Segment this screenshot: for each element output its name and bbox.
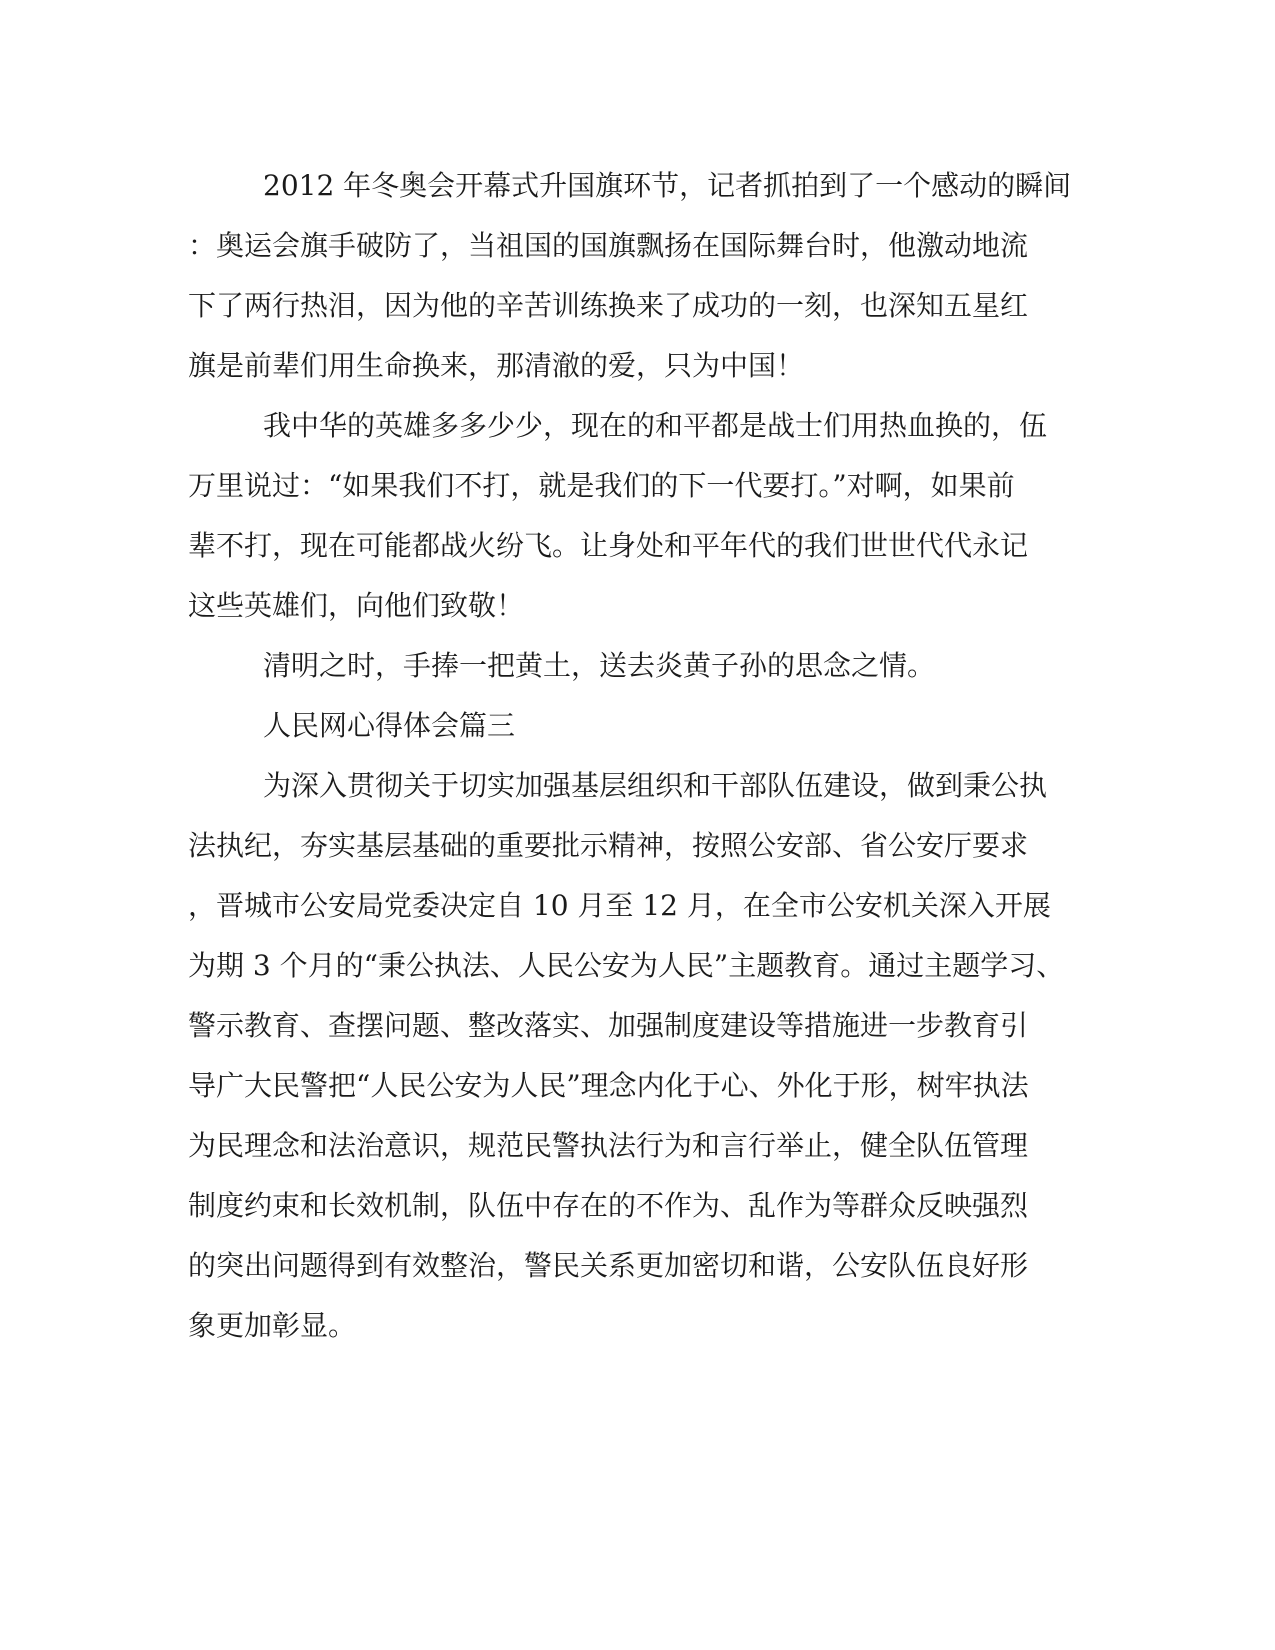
text-line: ：奥运会旗手破防了，当祖国的国旗飘扬在国际舞台时，他激动地流 [188, 229, 1029, 262]
text-line: 我中华的英雄多多少少，现在的和平都是战士们用热血换的，伍 [263, 409, 1048, 442]
text-line: 法执纪，夯实基层基础的重要批示精神，按照公安部、省公安厅要求 [188, 829, 1029, 862]
text-line: 为民理念和法治意识，规范民警执法行为和言行举止，健全队伍管理 [188, 1129, 1029, 1162]
text-line: 导广大民警把“人民公安为人民”理念内化于心、外化于形，树牢执法 [188, 1069, 1029, 1102]
text-line: 旗是前辈们用生命换来，那清澈的爱，只为中国！ [188, 349, 805, 382]
text-line: 清明之时，手捧一把黄土，送去炎黄子孙的思念之情。 [263, 649, 936, 682]
text-line: 制度约束和长效机制，队伍中存在的不作为、乱作为等群众反映强烈 [188, 1189, 1029, 1222]
section-title: 人民网心得体会篇三 [263, 709, 516, 742]
paragraph-heroes [188, 396, 1068, 636]
text-line: 为深入贯彻关于切实加强基层组织和干部队伍建设，做到秉公执 [263, 769, 1048, 802]
text-line: 这些英雄们，向他们致敬！ [188, 589, 525, 622]
paragraph-qingming [188, 636, 1068, 696]
text-line: 的突出问题得到有效整治，警民关系更加密切和谐，公安队伍良好形 [188, 1249, 1029, 1282]
text-line: 2012 年冬奥会开幕式升国旗环节，记者抓拍到了一个感动的瞬间 [263, 169, 1072, 202]
paragraph-winter-olympics [188, 156, 1072, 396]
text-line: 为期 3 个月的“秉公执法、人民公安为人民”主题教育。通过主题学习、 [188, 949, 1065, 982]
text-line: 象更加彰显。 [188, 1309, 357, 1342]
paragraph-police-education [188, 756, 1068, 1356]
text-line: 下了两行热泪，因为他的辛苦训练换来了成功的一刻，也深知五星红 [188, 289, 1029, 322]
section-heading [188, 696, 1068, 756]
text-line: ，晋城市公安局党委决定自 10 月至 12 月，在全市公安机关深入开展 [188, 889, 1051, 922]
text-line: 辈不打，现在可能都战火纷飞。让身处和平年代的我们世世代代永记 [188, 529, 1029, 562]
text-line: 警示教育、查摆问题、整改落实、加强制度建设等措施进一步教育引 [188, 1009, 1029, 1042]
document-body [188, 156, 1072, 1356]
text-line: 万里说过：“如果我们不打，就是我们的下一代要打。”对啊，如果前 [188, 469, 1015, 502]
